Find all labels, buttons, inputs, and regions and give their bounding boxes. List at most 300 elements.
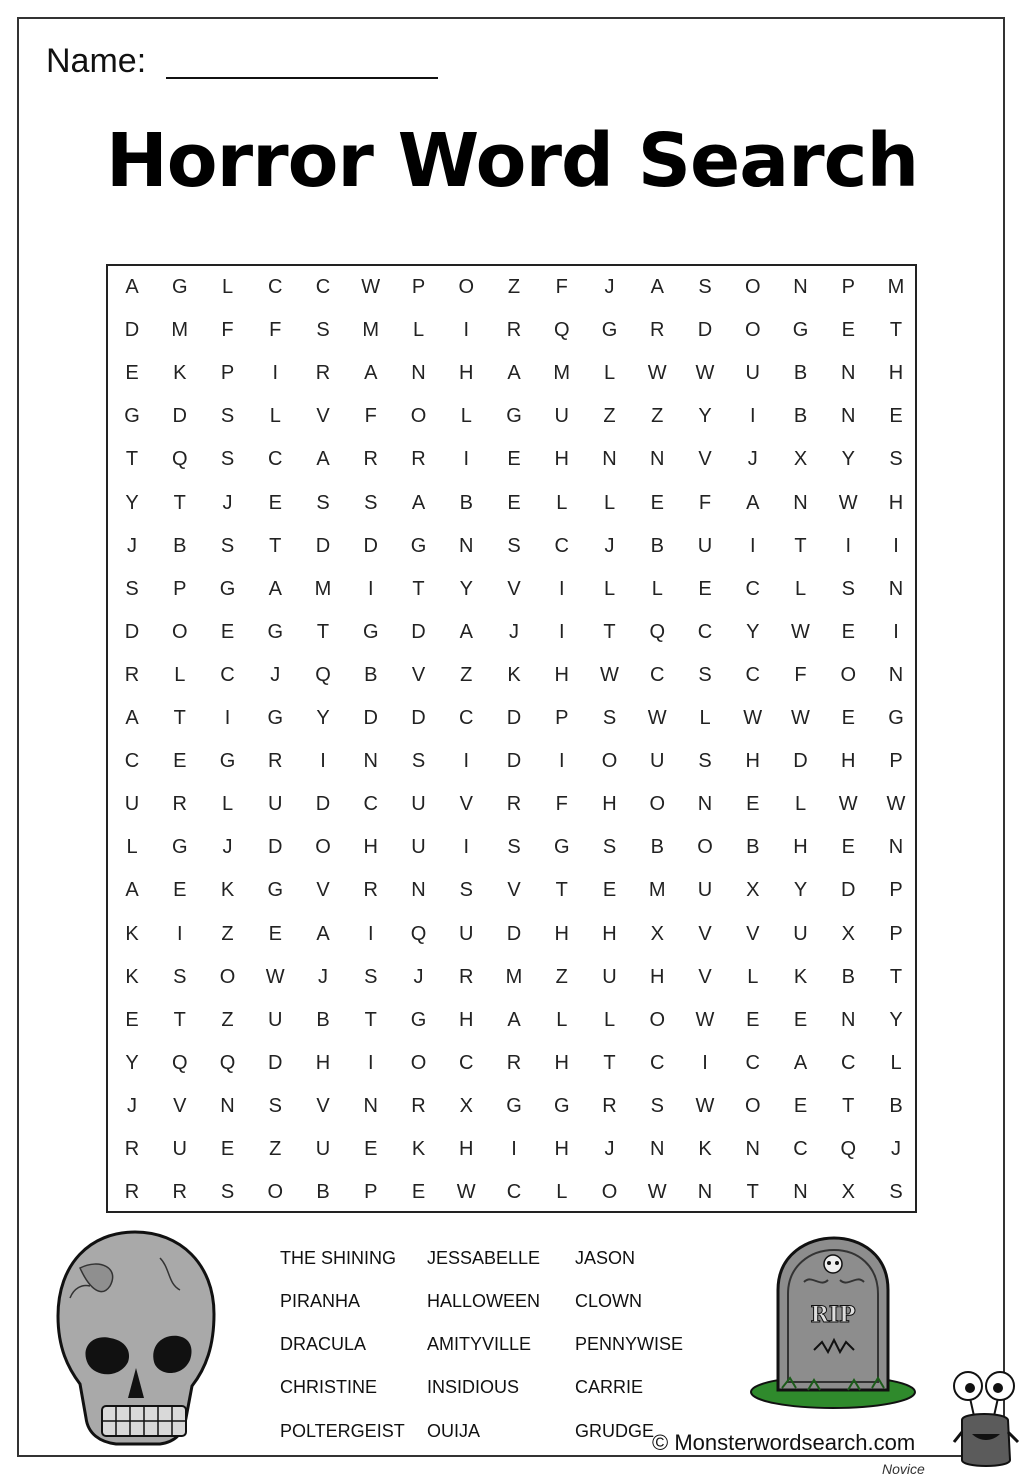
grid-letter[interactable]: G — [219, 750, 236, 773]
grid-letter[interactable]: B — [889, 1094, 903, 1117]
grid-letter[interactable]: C — [268, 448, 283, 471]
grid-letter[interactable]: I — [176, 922, 183, 945]
grid-letter[interactable]: B — [316, 1008, 330, 1031]
grid-letter[interactable]: L — [890, 1051, 902, 1074]
grid-letter[interactable]: Y — [316, 707, 330, 729]
grid-letter[interactable]: C — [506, 1181, 522, 1204]
grid-letter[interactable]: X — [841, 922, 855, 945]
grid-letter[interactable]: S — [841, 577, 855, 600]
grid-letter[interactable]: W — [743, 707, 763, 729]
grid-letter[interactable]: Y — [746, 620, 760, 643]
grid-letter[interactable]: R — [411, 448, 426, 471]
grid-letter[interactable]: S — [507, 836, 521, 859]
grid-letter[interactable]: C — [220, 663, 235, 686]
grid-letter[interactable]: L — [221, 276, 234, 298]
grid-letter[interactable]: W — [647, 707, 667, 729]
grid-letter[interactable]: S — [220, 1181, 235, 1204]
grid-letter[interactable]: P — [889, 922, 903, 945]
grid-letter[interactable]: N — [888, 577, 904, 600]
grid-letter[interactable]: A — [411, 491, 426, 514]
grid-letter[interactable]: J — [747, 448, 758, 471]
grid-letter[interactable]: S — [698, 750, 712, 773]
grid-letter[interactable]: W — [265, 965, 285, 988]
grid-letter[interactable]: Y — [889, 1008, 903, 1031]
grid-letter[interactable]: J — [127, 534, 137, 557]
grid-letter[interactable]: N — [793, 276, 808, 298]
grid-letter[interactable]: E — [841, 319, 855, 342]
grid-letter[interactable]: H — [650, 965, 665, 988]
grid-letter[interactable]: O — [458, 276, 475, 298]
grid-letter[interactable]: E — [220, 1138, 235, 1160]
grid-letter[interactable]: B — [459, 491, 473, 514]
grid-letter[interactable]: S — [889, 1181, 903, 1204]
grid-letter[interactable]: D — [411, 620, 426, 643]
grid-letter[interactable]: K — [125, 922, 139, 945]
grid-letter[interactable]: D — [506, 707, 522, 729]
grid-letter[interactable]: O — [840, 663, 857, 686]
grid-letter[interactable]: J — [318, 965, 328, 988]
grid-letter[interactable]: U — [745, 362, 760, 385]
grid-letter[interactable]: J — [891, 1138, 901, 1160]
grid-letter[interactable]: X — [650, 922, 664, 945]
grid-letter[interactable]: G — [506, 1094, 522, 1117]
grid-letter[interactable]: Q — [649, 620, 666, 643]
grid-letter[interactable]: D — [411, 707, 426, 729]
grid-letter[interactable]: E — [889, 405, 903, 428]
grid-letter[interactable]: B — [841, 965, 855, 988]
grid-letter[interactable]: D — [315, 534, 331, 557]
grid-letter[interactable]: V — [507, 879, 521, 902]
grid-letter[interactable]: D — [268, 1051, 283, 1074]
grid-letter[interactable]: O — [744, 319, 761, 342]
name-field[interactable] — [166, 77, 438, 79]
grid-letter[interactable]: S — [316, 319, 330, 342]
grid-letter[interactable]: J — [222, 491, 233, 514]
grid-letter[interactable]: C — [459, 707, 474, 729]
grid-letter[interactable]: H — [554, 1138, 569, 1160]
grid-letter[interactable]: I — [845, 534, 852, 557]
grid-letter[interactable]: I — [558, 577, 565, 600]
grid-letter[interactable]: C — [315, 276, 331, 298]
grid-letter[interactable]: H — [459, 1138, 474, 1160]
grid-letter[interactable]: N — [697, 1181, 713, 1204]
grid-letter[interactable]: W — [791, 707, 810, 729]
grid-letter[interactable]: B — [793, 362, 808, 385]
grid-letter[interactable]: N — [888, 836, 904, 859]
grid-letter[interactable]: I — [558, 750, 565, 773]
grid-letter[interactable]: D — [172, 405, 187, 428]
grid-letter[interactable]: R — [506, 1051, 522, 1074]
grid-letter[interactable]: I — [320, 750, 326, 773]
grid-letter[interactable]: M — [505, 965, 523, 988]
grid-letter[interactable]: V — [459, 793, 473, 816]
grid-letter[interactable]: Z — [221, 922, 234, 945]
grid-letter[interactable]: L — [794, 793, 807, 816]
grid-letter[interactable]: J — [604, 1138, 615, 1160]
grid-letter[interactable]: C — [841, 1051, 856, 1074]
grid-letter[interactable]: U — [793, 922, 808, 945]
grid-letter[interactable]: D — [268, 836, 283, 859]
grid-letter[interactable]: F — [794, 663, 807, 686]
grid-letter[interactable]: A — [125, 276, 139, 298]
grid-letter[interactable]: R — [124, 663, 140, 686]
grid-letter[interactable]: E — [125, 1008, 139, 1031]
grid-letter[interactable]: V — [746, 922, 760, 945]
grid-letter[interactable]: F — [221, 319, 234, 342]
grid-letter[interactable]: H — [363, 836, 378, 859]
grid-letter[interactable]: L — [221, 793, 234, 816]
grid-letter[interactable]: G — [553, 1094, 570, 1117]
grid-letter[interactable]: W — [600, 663, 619, 686]
grid-letter[interactable]: G — [506, 405, 522, 428]
grid-letter[interactable]: C — [745, 1051, 760, 1074]
grid-letter[interactable]: H — [554, 1051, 569, 1074]
grid-letter[interactable]: Z — [221, 1008, 234, 1031]
grid-letter[interactable]: A — [507, 362, 521, 385]
grid-letter[interactable]: L — [269, 405, 281, 428]
grid-letter[interactable]: V — [316, 879, 330, 902]
grid-letter[interactable]: T — [603, 1051, 616, 1074]
grid-letter[interactable]: L — [651, 577, 663, 600]
grid-letter[interactable]: D — [506, 922, 522, 945]
grid-letter[interactable]: T — [173, 707, 186, 729]
grid-letter[interactable]: B — [650, 836, 664, 859]
grid-letter[interactable]: X — [459, 1094, 473, 1117]
grid-letter[interactable]: E — [411, 1181, 426, 1204]
grid-letter[interactable]: X — [746, 879, 760, 902]
grid-letter[interactable]: T — [125, 448, 139, 471]
grid-letter[interactable]: A — [746, 491, 760, 514]
grid-letter[interactable]: U — [411, 793, 426, 816]
grid-letter[interactable]: E — [746, 793, 760, 816]
grid-letter[interactable]: Z — [507, 276, 521, 298]
grid-letter[interactable]: L — [699, 707, 711, 729]
grid-letter[interactable]: O — [601, 750, 618, 773]
grid-letter[interactable]: Q — [315, 663, 331, 686]
grid-letter[interactable]: B — [173, 534, 187, 557]
grid-letter[interactable]: G — [171, 276, 188, 298]
grid-letter[interactable]: D — [506, 750, 522, 773]
grid-letter[interactable]: L — [556, 1181, 568, 1204]
grid-letter[interactable]: W — [886, 793, 906, 816]
grid-letter[interactable]: W — [695, 1094, 715, 1117]
grid-letter[interactable]: D — [841, 879, 856, 902]
grid-letter[interactable]: K — [220, 879, 235, 902]
grid-letter[interactable]: Z — [603, 405, 616, 428]
grid-letter[interactable]: N — [363, 750, 378, 773]
grid-letter[interactable]: T — [269, 534, 282, 557]
grid-letter[interactable]: C — [124, 750, 140, 773]
grid-letter[interactable]: T — [173, 491, 186, 514]
grid-letter[interactable]: C — [650, 1051, 665, 1074]
grid-letter[interactable]: R — [506, 319, 522, 342]
grid-letter[interactable]: Q — [171, 448, 188, 471]
grid-letter[interactable]: S — [364, 491, 378, 514]
grid-letter[interactable]: R — [268, 750, 283, 773]
grid-letter[interactable]: T — [316, 620, 330, 643]
grid-letter[interactable]: H — [888, 362, 904, 385]
grid-letter[interactable]: L — [747, 965, 759, 988]
grid-letter[interactable]: Z — [651, 405, 664, 428]
grid-letter[interactable]: L — [603, 577, 616, 600]
grid-letter[interactable]: P — [411, 276, 426, 298]
grid-letter[interactable]: O — [649, 1008, 666, 1031]
grid-letter[interactable]: U — [315, 1138, 331, 1160]
grid-letter[interactable]: S — [173, 965, 187, 988]
grid-letter[interactable]: P — [889, 750, 903, 773]
grid-letter[interactable]: E — [602, 879, 617, 902]
grid-letter[interactable]: K — [173, 362, 187, 385]
grid-letter[interactable]: K — [125, 965, 139, 988]
grid-letter[interactable]: E — [173, 750, 187, 773]
grid-letter[interactable]: O — [697, 836, 713, 859]
grid-letter[interactable]: N — [793, 1181, 808, 1204]
grid-letter[interactable]: L — [174, 663, 186, 686]
grid-letter[interactable]: G — [267, 620, 284, 643]
grid-letter[interactable]: V — [698, 965, 712, 988]
grid-letter[interactable]: V — [698, 448, 712, 471]
grid-letter[interactable]: G — [410, 534, 427, 557]
grid-letter[interactable]: I — [749, 405, 756, 428]
grid-letter[interactable]: H — [459, 1008, 474, 1031]
grid-letter[interactable]: S — [220, 405, 235, 428]
grid-letter[interactable]: W — [695, 362, 715, 385]
grid-letter[interactable]: N — [793, 491, 808, 514]
grid-letter[interactable]: C — [554, 534, 569, 557]
grid-letter[interactable]: N — [745, 1138, 760, 1160]
grid-letter[interactable]: Q — [553, 319, 570, 342]
grid-letter[interactable]: R — [363, 448, 378, 471]
grid-letter[interactable]: U — [602, 965, 617, 988]
grid-letter[interactable]: I — [558, 620, 565, 643]
grid-letter[interactable]: E — [364, 1138, 378, 1160]
grid-letter[interactable]: A — [316, 922, 330, 945]
grid-letter[interactable]: N — [363, 1094, 378, 1117]
grid-letter[interactable]: V — [316, 405, 330, 428]
grid-letter[interactable]: H — [602, 793, 617, 816]
grid-letter[interactable]: K — [507, 663, 521, 686]
grid-letter[interactable]: N — [697, 793, 713, 816]
grid-letter[interactable]: U — [411, 836, 426, 859]
grid-letter[interactable]: E — [841, 620, 855, 643]
grid-letter[interactable]: N — [650, 1138, 665, 1160]
grid-letter[interactable]: A — [650, 276, 664, 298]
grid-letter[interactable]: L — [603, 1008, 616, 1031]
grid-letter[interactable]: R — [363, 879, 378, 902]
grid-letter[interactable]: J — [222, 836, 233, 859]
grid-letter[interactable]: M — [362, 319, 380, 342]
grid-letter[interactable]: N — [841, 362, 856, 385]
grid-letter[interactable]: D — [124, 620, 140, 643]
grid-letter[interactable]: T — [603, 620, 616, 643]
grid-letter[interactable]: D — [124, 319, 140, 342]
grid-letter[interactable]: R — [124, 1138, 140, 1160]
grid-letter[interactable]: P — [364, 1181, 378, 1204]
grid-letter[interactable]: F — [269, 319, 282, 342]
grid-letter[interactable]: I — [367, 1051, 374, 1074]
grid-letter[interactable]: V — [411, 663, 426, 686]
grid-letter[interactable]: H — [793, 836, 808, 859]
grid-letter[interactable]: T — [794, 534, 807, 557]
grid-letter[interactable]: D — [363, 707, 378, 729]
grid-letter[interactable]: Y — [698, 405, 712, 428]
grid-letter[interactable]: I — [511, 1138, 517, 1160]
grid-letter[interactable]: W — [695, 1008, 715, 1031]
grid-letter[interactable]: Q — [219, 1051, 236, 1074]
grid-letter[interactable]: I — [463, 750, 470, 773]
grid-letter[interactable]: V — [316, 1094, 330, 1117]
grid-letter[interactable]: A — [507, 1008, 521, 1031]
grid-letter[interactable]: G — [267, 707, 284, 729]
grid-letter[interactable]: T — [842, 1094, 855, 1117]
grid-letter[interactable]: O — [315, 836, 331, 859]
grid-letter[interactable]: R — [124, 1181, 140, 1204]
grid-letter[interactable]: G — [792, 319, 809, 342]
grid-letter[interactable]: M — [887, 276, 905, 298]
grid-letter[interactable]: Z — [555, 965, 568, 988]
grid-letter[interactable]: Y — [125, 491, 139, 514]
grid-letter[interactable]: W — [791, 620, 810, 643]
grid-letter[interactable]: D — [697, 319, 713, 342]
grid-letter[interactable]: I — [224, 707, 231, 729]
grid-letter[interactable]: P — [220, 362, 235, 385]
grid-letter[interactable]: G — [601, 319, 618, 342]
grid-letter[interactable]: P — [555, 707, 569, 729]
grid-letter[interactable]: B — [746, 836, 760, 859]
grid-letter[interactable]: Y — [459, 577, 473, 600]
grid-letter[interactable]: Q — [840, 1138, 857, 1160]
grid-letter[interactable]: N — [220, 1094, 235, 1117]
grid-letter[interactable]: L — [412, 319, 425, 342]
grid-letter[interactable]: L — [794, 577, 807, 600]
grid-letter[interactable]: L — [556, 491, 568, 514]
grid-letter[interactable]: F — [364, 405, 377, 428]
grid-letter[interactable]: J — [604, 534, 615, 557]
grid-letter[interactable]: H — [841, 750, 856, 773]
grid-letter[interactable]: H — [554, 922, 569, 945]
grid-letter[interactable]: C — [745, 663, 760, 686]
grid-letter[interactable]: P — [841, 276, 855, 298]
grid-letter[interactable]: E — [793, 1008, 808, 1031]
grid-letter[interactable]: S — [602, 707, 617, 729]
grid-letter[interactable]: E — [746, 1008, 760, 1031]
grid-letter[interactable]: P — [173, 577, 187, 600]
grid-letter[interactable]: C — [793, 1138, 808, 1160]
grid-letter[interactable]: H — [554, 448, 569, 471]
grid-letter[interactable]: O — [267, 1181, 284, 1204]
grid-letter[interactable]: W — [647, 1181, 667, 1204]
grid-letter[interactable]: E — [507, 491, 521, 514]
grid-letter[interactable]: O — [744, 1094, 761, 1117]
grid-letter[interactable]: U — [172, 1138, 187, 1160]
grid-letter[interactable]: C — [697, 620, 713, 643]
grid-letter[interactable]: R — [506, 793, 522, 816]
grid-letter[interactable]: S — [411, 750, 426, 773]
grid-letter[interactable]: T — [746, 1181, 759, 1204]
grid-letter[interactable]: J — [127, 1094, 137, 1117]
grid-letter[interactable]: G — [267, 879, 284, 902]
grid-letter[interactable]: J — [270, 663, 281, 686]
grid-letter[interactable]: S — [316, 491, 330, 514]
grid-letter[interactable]: O — [649, 793, 666, 816]
grid-letter[interactable]: E — [507, 448, 521, 471]
grid-letter[interactable]: G — [171, 836, 188, 859]
grid-letter[interactable]: T — [889, 319, 903, 342]
grid-letter[interactable]: G — [553, 836, 570, 859]
grid-letter[interactable]: B — [364, 663, 378, 686]
grid-letter[interactable]: R — [602, 1094, 617, 1117]
grid-letter[interactable]: U — [124, 793, 140, 816]
grid-letter[interactable]: O — [171, 620, 188, 643]
grid-letter[interactable]: E — [841, 836, 855, 859]
grid-letter[interactable]: A — [459, 620, 473, 643]
grid-letter[interactable]: Y — [841, 448, 855, 471]
grid-letter[interactable]: E — [173, 879, 187, 902]
grid-letter[interactable]: X — [841, 1181, 855, 1204]
grid-letter[interactable]: K — [793, 965, 808, 988]
grid-letter[interactable]: A — [125, 879, 139, 902]
grid-letter[interactable]: N — [602, 448, 617, 471]
grid-letter[interactable]: M — [648, 879, 666, 902]
grid-letter[interactable]: E — [793, 1094, 808, 1117]
grid-letter[interactable]: H — [459, 362, 474, 385]
grid-letter[interactable]: I — [749, 534, 756, 557]
grid-letter[interactable]: E — [268, 922, 282, 945]
grid-letter[interactable]: B — [650, 534, 664, 557]
grid-letter[interactable]: V — [507, 577, 521, 600]
grid-letter[interactable]: H — [315, 1051, 331, 1074]
grid-letter[interactable]: S — [507, 534, 521, 557]
grid-letter[interactable]: D — [363, 534, 378, 557]
grid-letter[interactable]: W — [361, 276, 381, 298]
grid-letter[interactable]: N — [841, 405, 856, 428]
grid-letter[interactable]: J — [604, 276, 615, 298]
grid-letter[interactable]: R — [315, 362, 331, 385]
grid-letter[interactable]: C — [745, 577, 760, 600]
grid-letter[interactable]: M — [314, 577, 332, 600]
grid-letter[interactable]: V — [173, 1094, 187, 1117]
grid-letter[interactable]: T — [889, 965, 903, 988]
grid-letter[interactable]: E — [220, 620, 235, 643]
grid-letter[interactable]: Q — [410, 922, 427, 945]
grid-letter[interactable]: F — [555, 793, 568, 816]
grid-letter[interactable]: C — [268, 276, 283, 298]
grid-letter[interactable]: G — [888, 707, 904, 729]
grid-letter[interactable]: M — [171, 319, 189, 342]
grid-letter[interactable]: G — [219, 577, 236, 600]
grid-letter[interactable]: Q — [171, 1051, 188, 1074]
grid-letter[interactable]: I — [702, 1051, 708, 1074]
grid-letter[interactable]: X — [793, 448, 808, 471]
grid-letter[interactable]: K — [411, 1138, 426, 1160]
grid-letter[interactable]: K — [698, 1138, 712, 1160]
grid-letter[interactable]: T — [555, 879, 568, 902]
grid-letter[interactable]: S — [125, 577, 139, 600]
grid-letter[interactable]: B — [316, 1181, 330, 1204]
grid-letter[interactable]: J — [509, 620, 519, 643]
grid-letter[interactable]: B — [793, 405, 808, 428]
grid-letter[interactable]: W — [456, 1181, 476, 1204]
grid-letter[interactable]: S — [889, 448, 903, 471]
grid-letter[interactable]: Z — [460, 663, 473, 686]
grid-letter[interactable]: E — [268, 491, 282, 514]
grid-letter[interactable]: U — [459, 922, 474, 945]
grid-letter[interactable]: H — [554, 663, 569, 686]
grid-letter[interactable]: L — [603, 362, 616, 385]
grid-letter[interactable]: U — [650, 750, 665, 773]
grid-letter[interactable]: O — [219, 965, 236, 988]
grid-letter[interactable]: O — [744, 276, 761, 298]
